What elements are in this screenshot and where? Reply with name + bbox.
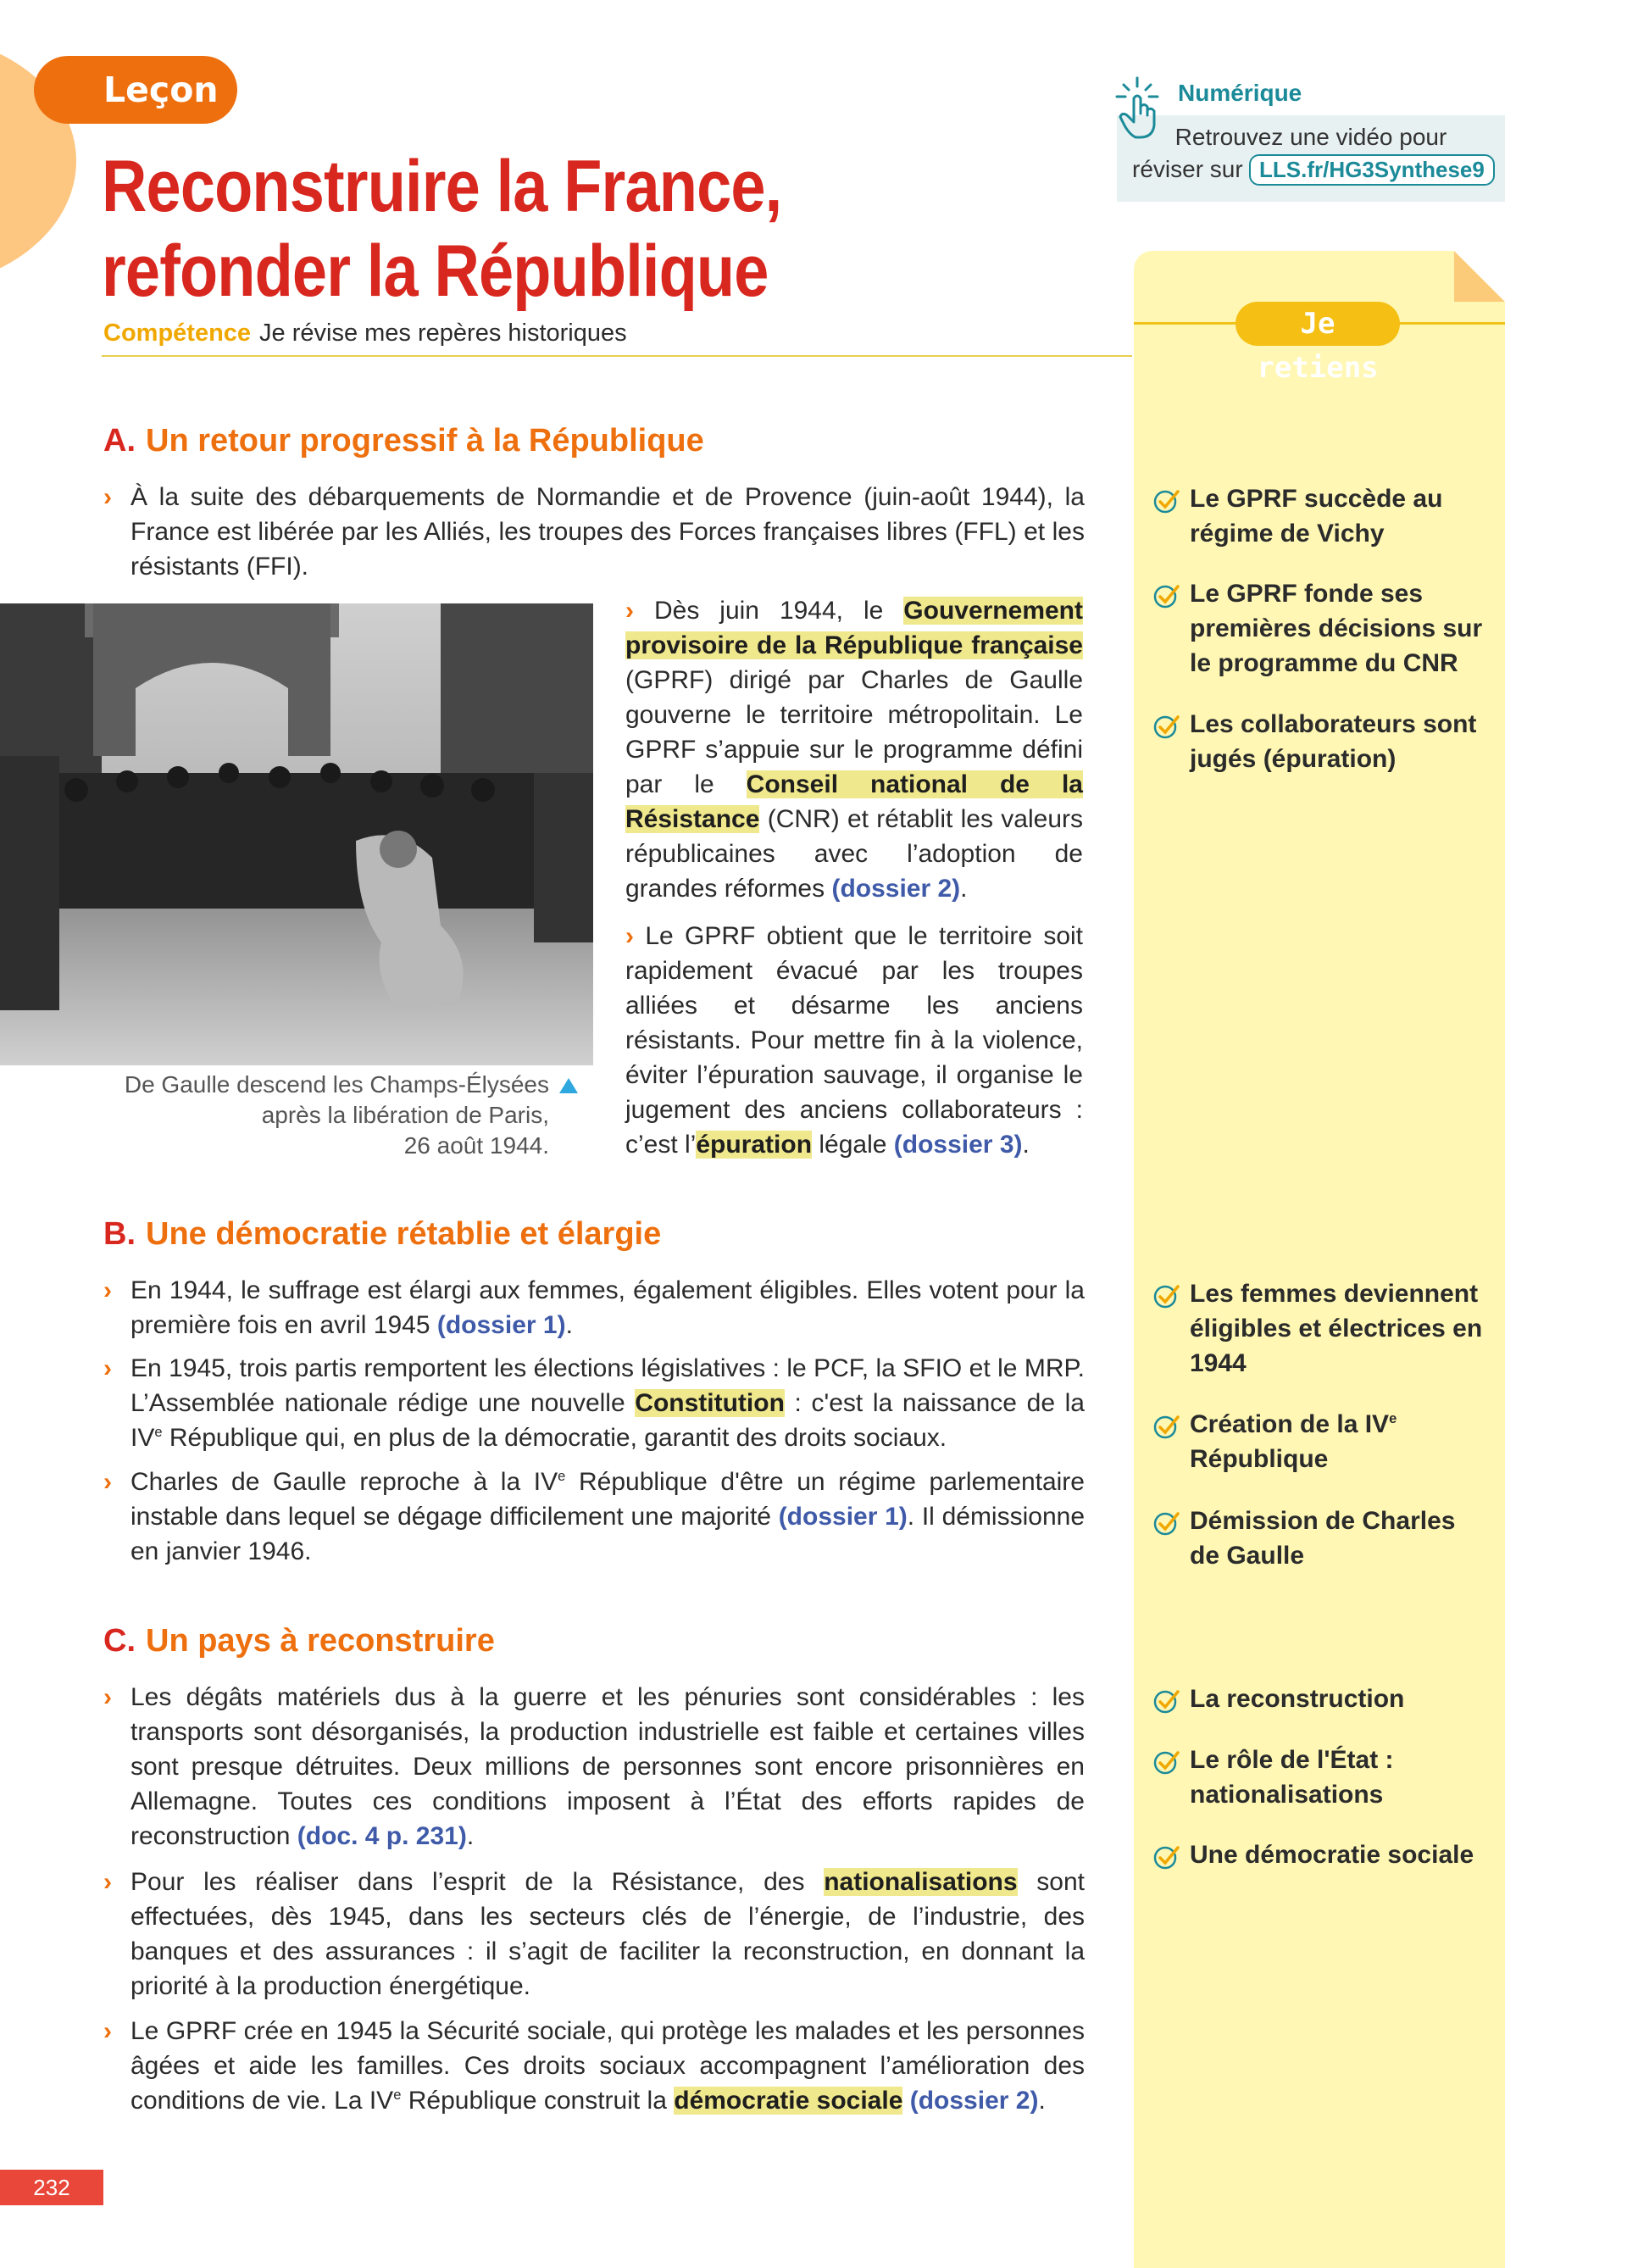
photo-caption: De Gaulle descend les Champs-Élysées après la libération de Paris, 26 août 1944. <box>124 1071 549 1159</box>
section-b-heading: B. Une démocratie rétablie et élargie <box>103 1216 662 1252</box>
page-fold-corner <box>1454 251 1505 302</box>
numerique-link[interactable]: LLS.fr/HG3Synthese9 <box>1249 154 1495 186</box>
retiens-item: La reconstruction <box>1152 1682 1491 1716</box>
section-c-heading: C. Un pays à reconstruire <box>103 1623 495 1659</box>
je-retiens-label: Je retiens <box>1236 302 1400 346</box>
numerique-text-1: Retrouvez une vidéo pour <box>1174 124 1447 150</box>
check-circle-icon <box>1152 581 1181 610</box>
check-circle-icon <box>1152 1687 1181 1715</box>
competence-text: Je révise mes repères historiques <box>259 320 627 347</box>
section-c-paragraph-2: › Pour les réaliser dans l’esprit de la Résistance, des nationalisations sont effectuées, dès 1945, dans les secteurs clés de l’énergie, de l’industrie, des banques et des assurances : il s’agit de faciliter la reconstruction, en donnant la priorité à la production énergétique. <box>103 1868 1085 2000</box>
competence-label: Compétence <box>103 320 252 347</box>
retiens-item: Le GPRF fonde ses premières décisions sur le programme du CNR <box>1152 576 1491 681</box>
title-line-1: Reconstruire la France, <box>102 146 782 227</box>
section-b-paragraph-2: › En 1945, trois partis remportent les élections législatives : le PCF, la SFIO et le MRP. L’Assemblée nationale rédige une nouvelle Constitution : c'est la naissance de la IVe République qui, en plus de la démocratie, garantit des droits sociaux. <box>103 1354 1085 1452</box>
section-c-paragraph-3: › Le GPRF crée en 1945 la Sécurité sociale, qui protège les malades et les personnes âgées et aide les familles. Ces droits sociaux accompagnent l’amélioration des conditions de vie. La IVe République construit la démocratie sociale (dossier 2). <box>103 2017 1085 2115</box>
check-circle-icon <box>1152 1748 1181 1776</box>
check-circle-icon <box>1152 1281 1181 1310</box>
lecon-tag: Leçon <box>34 56 237 124</box>
je-retiens-panel <box>1134 251 1505 2268</box>
title-line-2: refonder la République <box>102 231 769 312</box>
liberation-photo <box>0 603 593 1065</box>
numerique-title: Numérique <box>1178 80 1302 106</box>
check-circle-icon <box>1152 1843 1181 1871</box>
retiens-item: Démission de Charles de Gaulle <box>1152 1504 1491 1573</box>
section-c-paragraph-1: › Les dégâts matériels dus à la guerre et les pénuries sont considérables : les transports sont désorganisés, la production industrielle est faible et certaines villes sont presque détruites. Deux millions de personnes sont encore prisonnières en Allemagne. Toutes ces conditions imposent à l’État des efforts rapides de reconstruction (doc. 4 p. 231). <box>103 1683 1085 1850</box>
retiens-item: Création de la IVe République <box>1152 1407 1491 1476</box>
section-a-heading: A. Un retour progressif à la République <box>103 423 704 459</box>
section-a-paragraph-3: › Le GPRF obtient que le territoire soit rapidement évacué par les troupes alliées et désarme les anciens résistants. Pour mettre fin à la violence, éviter l’épuration sauvage, il organise le jugement des anciens collaborateurs : c’est l’épuration légale (dossier 3). <box>625 922 1083 1159</box>
page-number: 232 <box>0 2170 103 2205</box>
check-circle-icon <box>1152 486 1181 515</box>
check-circle-icon <box>1152 712 1181 741</box>
retiens-item: Une démocratie sociale <box>1152 1837 1491 1872</box>
section-b-paragraph-1: › En 1944, le suffrage est élargi aux femmes, également éligibles. Elles votent pour la première fois en avril 1945 (dossier 1). <box>103 1276 1085 1339</box>
check-circle-icon <box>1152 1412 1181 1441</box>
retiens-item: Le GPRF succède au régime de Vichy <box>1152 481 1491 551</box>
section-a-paragraph-2: › Dès juin 1944, le Gouvernement provisoire de la République française (GPRF) dirigé par Charles de Gaulle gouverne le territoire métropolitain. Le GPRF s’appuie sur le programme défini par le Conseil national de la Résistance (CNR) et rétablit les valeurs républicaines avec l’adoption de grandes réformes (dossier 2). <box>625 597 1083 903</box>
competence <box>103 319 627 347</box>
retiens-item: Les femmes deviennent éligibles et électrices en 1944 <box>1152 1276 1491 1381</box>
check-circle-icon <box>1152 1509 1181 1537</box>
numerique-text-2: réviser sur <box>1132 156 1243 182</box>
retiens-item: Le rôle de l'État : nationalisations <box>1152 1743 1491 1812</box>
section-b-paragraph-3: › Charles de Gaulle reproche à la IVe République d'être un régime parlementaire instable dans lequel se dégage difficilement une majorité (dossier 1). Il démissionne en janvier 1946. <box>103 1468 1085 1565</box>
page-title <box>102 144 903 314</box>
retiens-item: Les collaborateurs sont jugés (épuration) <box>1152 707 1491 776</box>
header-divider <box>102 355 1132 357</box>
section-a-paragraph-1: › À la suite des débarquements de Normandie et de Provence (juin-août 1944), la France est libérée par les Alliés, les troupes des Forces françaises libres (FFL) et les résistants (FFI). <box>103 483 1085 581</box>
caption-triangle-icon <box>559 1078 578 1093</box>
